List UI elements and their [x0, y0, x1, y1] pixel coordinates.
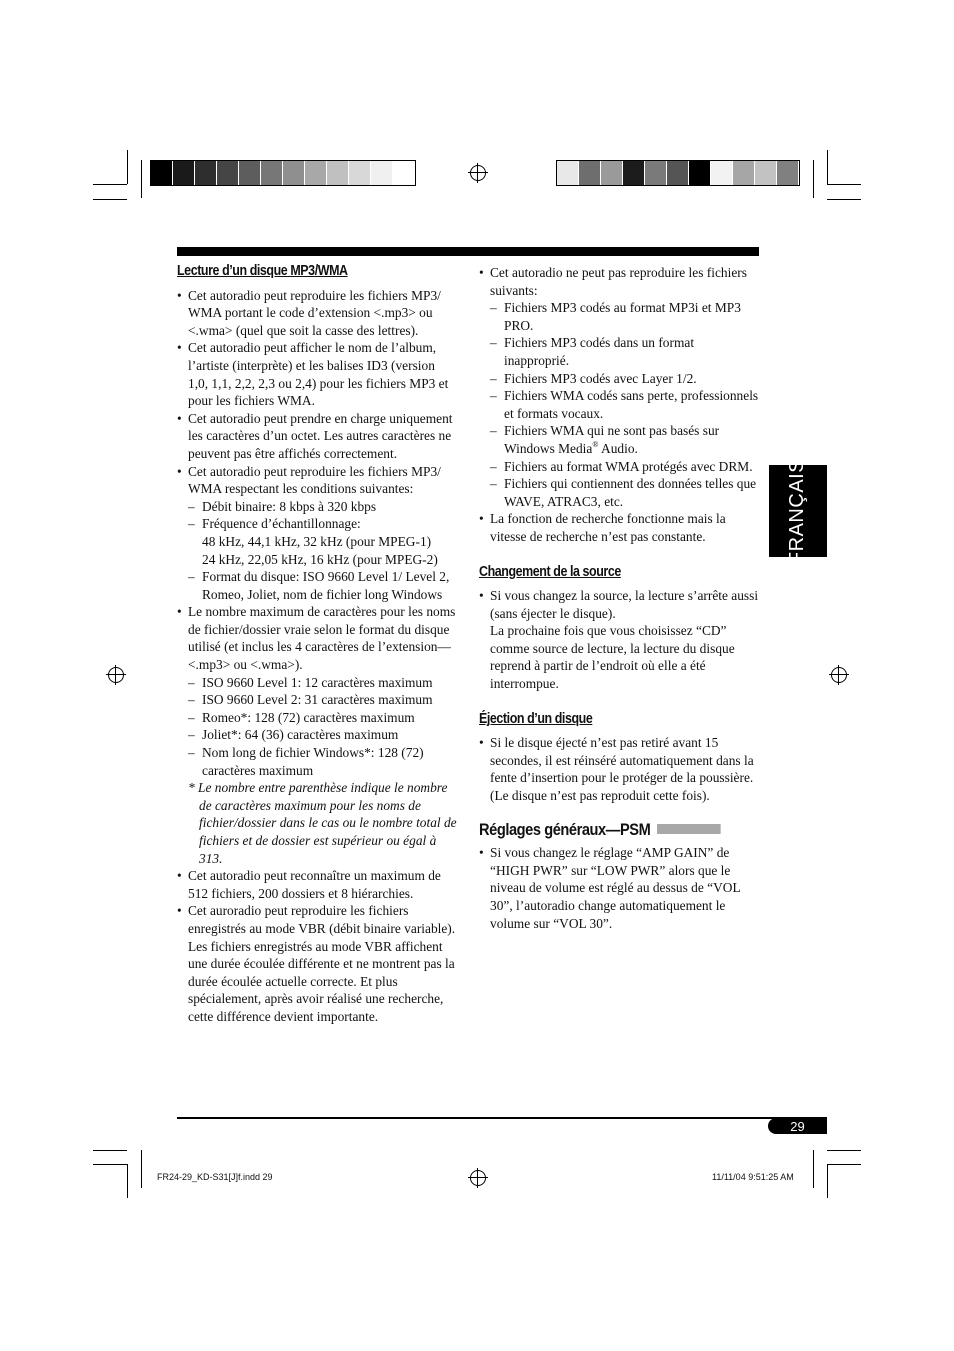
sub-list-item — [479, 422, 760, 457]
sub-list-line: 48 kHz, 44,1 kHz, 32 kHz (pour MPEG-1) — [202, 533, 432, 549]
sub-list-item: – ISO 9660 Level 1: 12 caractères maximum — [177, 674, 458, 692]
color-swatch — [689, 161, 711, 185]
section-heading-source: Changement de la source — [479, 563, 621, 580]
color-swatch — [711, 161, 733, 185]
color-swatch — [239, 161, 261, 185]
date-slug: 11/11/04 9:51:25 AM — [712, 1172, 794, 1182]
language-tab — [769, 458, 827, 564]
list-item: • Cet autoradio peut afficher le nom de l’album, l’artiste (interprète) et les balises ID3 (version 1,0, 1,1, 2,2, 2,3 ou 2,4) pour les fichiers MP3 et pour les fichiers WMA. — [177, 339, 458, 409]
section-heading-mp3-wma: Lecture d’un disque MP3/WMA — [177, 263, 348, 279]
list-item: • Si vous changez le réglage “AMP GAIN” de “HIGH PWR” sur “LOW PWR” alors que le niveau de volume est réglé au dessus de “VOL 30”, l’autoradio change automatiquement le volume sur “VOL 30”. — [479, 844, 760, 932]
footnote: * Le nombre entre parenthèse indique le nombre de caractères maximum pour les noms de fichier/dossier dans le cas ou le nombre total de fichiers et de dossier est supérieur ou égal à 313. — [188, 780, 457, 866]
color-swatch — [195, 161, 217, 185]
color-swatch — [601, 161, 623, 185]
psm-heading-text: Réglages généraux—PSM — [479, 819, 651, 839]
color-swatch — [305, 161, 327, 185]
registration-mark-icon — [470, 1170, 486, 1186]
color-swatch — [371, 161, 393, 185]
color-calibration-strip-right — [556, 160, 800, 186]
registered-mark: ® — [592, 439, 599, 449]
color-swatch — [261, 161, 283, 185]
page-number-badge — [768, 1118, 827, 1134]
color-swatch — [557, 161, 579, 185]
color-swatch — [733, 161, 755, 185]
left-column — [177, 263, 458, 1026]
list-item: • Cet autoradio peut reproduire les fichiers MP3/ WMA portant le code d’extension <.mp3> ou <.wma> (quel que soit la casse des lettres). — [177, 287, 458, 340]
color-swatch — [283, 161, 305, 185]
list-item: • Cet autoradio ne peut pas reproduire les fichiers suivants: — [479, 264, 760, 299]
list-item: • Le nombre maximum de caractères pour les noms de fichier/dossier vraie selon le format du disque utilisé (et inclus les 4 caractères de l’extension—<.mp3> ou <.wma>). — [177, 603, 458, 673]
language-tab-label: FRANÇAIS — [786, 458, 809, 564]
sub-list-item: – Romeo*: 128 (72) caractères maximum — [177, 709, 458, 727]
section-heading-eject: Éjection d’un disque — [479, 710, 593, 727]
audio-text: Audio. — [598, 440, 638, 456]
color-swatch — [173, 161, 195, 185]
color-swatch — [623, 161, 645, 185]
registration-mark-icon — [831, 667, 847, 683]
right-column — [479, 264, 760, 932]
heading-bar — [657, 824, 720, 834]
section-heading-psm — [479, 821, 721, 839]
color-calibration-strip-left — [150, 160, 416, 186]
list-item-continuation: La prochaine fois que vous choisissez “CD” comme source de lecture, la lecture du disque reprend à partir de l’endroit où elle a été interrompue. — [490, 623, 735, 692]
page-number: 29 — [790, 1118, 805, 1134]
color-swatch — [151, 161, 173, 185]
sub-list-item: – Fichiers WMA codés sans perte, professionnels et formats vocaux. — [479, 387, 760, 422]
color-swatch — [349, 161, 371, 185]
sub-list-item: – Joliet*: 64 (36) caractères maximum — [177, 726, 458, 744]
sub-list-item: – Fichiers qui contiennent des données telles que WAVE, ATRAC3, etc. — [479, 475, 760, 510]
list-item: • La fonction de recherche fonctionne mais la vitesse de recherche n’est pas constante. — [479, 510, 760, 545]
sub-list-item: – ISO 9660 Level 2: 31 caractères maximum — [177, 691, 458, 709]
color-swatch — [579, 161, 601, 185]
color-swatch — [667, 161, 689, 185]
color-swatch — [777, 161, 799, 185]
file-slug: FR24-29_KD-S31[J]f.indd 29 — [157, 1172, 273, 1182]
list-item-continuation: Les fichiers enregistrés au mode VBR affichent une durée écoulée différente et ne montrent pas la durée écoulée actuelle correcte. Et plus spécialement, après avoir réalisé une recherche, cette différence devient importante. — [188, 938, 455, 1024]
sub-list-item: – Débit binaire: 8 kbps à 320 kbps — [177, 498, 458, 516]
sub-list-line: 24 kHz, 22,05 kHz, 16 kHz (pour MPEG-2) — [202, 551, 438, 567]
sub-list-item: – Nom long de fichier Windows*: 128 (72) caractères maximum — [177, 744, 458, 779]
sub-list-item: – Fichiers MP3 codés dans un format inapproprié. — [479, 334, 760, 369]
sub-list-item: – Fichiers MP3 codés au format MP3i et MP3 PRO. — [479, 299, 760, 334]
registration-mark-icon — [108, 667, 124, 683]
list-item: • Cet autoradio peut reproduire les fichiers MP3/ WMA respectant les conditions suivantes: — [177, 463, 458, 498]
sub-list-item: – Fichiers MP3 codés avec Layer 1/2. — [479, 370, 760, 388]
sub-list-item: – Fichiers au format WMA protégés avec DRM. — [479, 458, 760, 476]
color-swatch — [645, 161, 667, 185]
sub-list-item: – Format du disque: ISO 9660 Level 1/ Level 2, Romeo, Joliet, nom de fichier long Windows — [177, 568, 458, 603]
list-item: • Cet autoradio peut prendre en charge uniquement les caractères d’un octet. Les autres caractères ne peuvent pas être affichés correctement. — [177, 410, 458, 463]
list-item: • Si le disque éjecté n’est pas retiré avant 15 secondes, il est réinséré automatiquement dans la fente d’insertion pour le protéger de la poussière. (Le disque n’est pas reproduit cette fois). — [479, 734, 760, 804]
list-item: • Si vous changez la source, la lecture s’arrête aussi (sans éjecter le disque). — [479, 587, 760, 622]
sub-list-item: – Fréquence d’échantillonnage: — [177, 515, 458, 533]
top-rule — [177, 247, 759, 256]
color-swatch — [327, 161, 349, 185]
list-item: • Cet auroradio peut reproduire les fichiers enregistrés au mode VBR (débit binaire variable). — [177, 902, 458, 937]
windows-media-text: Fichiers WMA qui ne sont pas basés sur Windows Media — [504, 423, 720, 456]
color-swatch — [217, 161, 239, 185]
bottom-rule — [177, 1117, 827, 1119]
color-swatch — [755, 161, 777, 185]
color-swatch — [393, 161, 415, 185]
registration-mark-icon — [470, 165, 486, 181]
list-item: • Cet autoradio peut reconnaître un maximum de 512 fichiers, 200 dossiers et 8 hiérarchies. — [177, 867, 458, 902]
